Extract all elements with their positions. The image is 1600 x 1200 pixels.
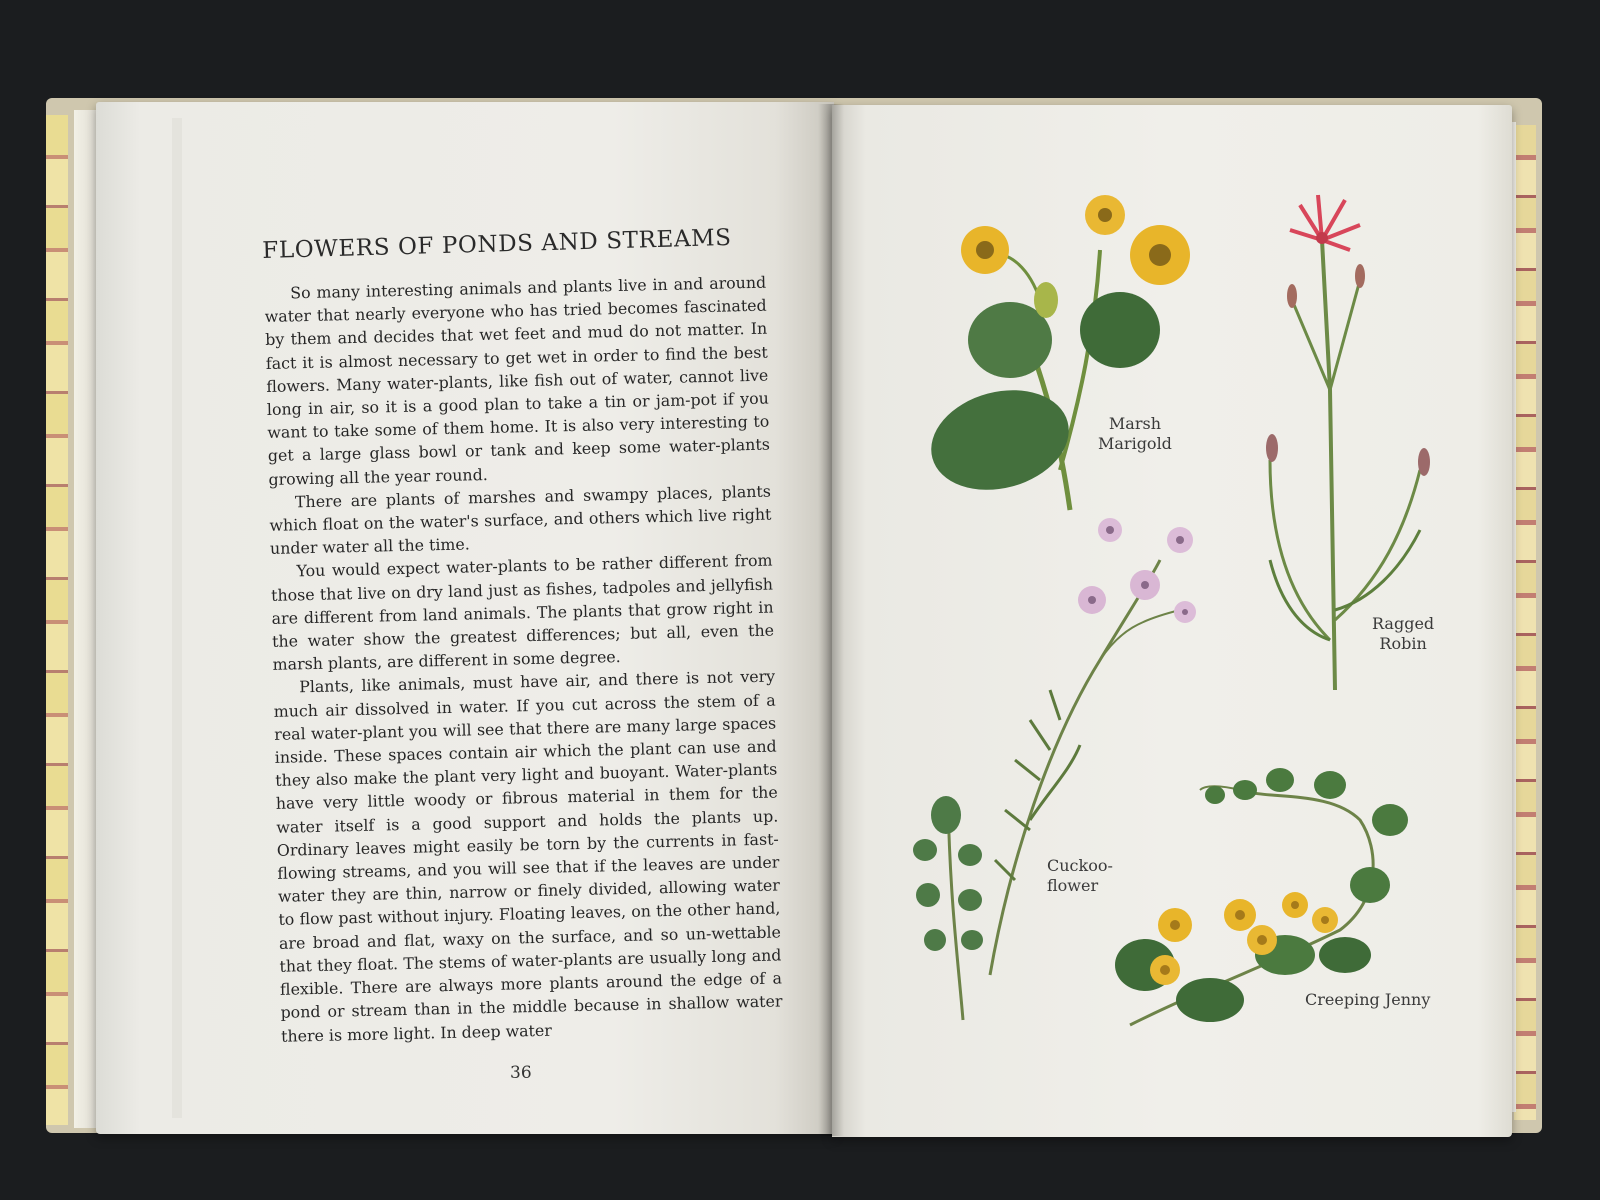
label-line: Marsh bbox=[1108, 414, 1161, 433]
ragged-robin-flower bbox=[1290, 195, 1360, 250]
cuckoo-flower-blossom bbox=[1174, 601, 1196, 623]
cuckoo-flower-blossom bbox=[1098, 518, 1122, 542]
label-line: Marigold bbox=[1098, 434, 1172, 453]
creeping-jenny-flower bbox=[1247, 925, 1277, 955]
marsh-marigold-label bbox=[1098, 414, 1172, 454]
cuckoo-flower-blossom bbox=[1130, 570, 1160, 600]
creeping-jenny-illustration bbox=[1115, 768, 1408, 1025]
cuckoo-flower-illustration bbox=[990, 518, 1196, 975]
creeping-jenny-flower bbox=[1150, 955, 1180, 985]
marigold-flower bbox=[1085, 195, 1125, 235]
label-line: flower bbox=[1047, 876, 1099, 895]
label-line: Ragged bbox=[1372, 614, 1435, 633]
paragraph: Plants, like animals, must have air, and there is not very much air dissolved in water. If you cut across the stem of a real water-plant you will see that there are many large spaces inside. These spaces contain air which the plant can use and they also make the plant very light and buoyant. Water-plants have very little woody or fibrous material in them for the water itself is a good support and holds the plants up. Ordinary leaves might easily be torn by the currents in fast-flowing streams, and you will see that if the leaves are under water they are thin, narrow or finely divided, allowing water to flow past without injury. Floating leaves, on the other hand, are broad and flat, waxy on the surface, and so un-wettable that they float. The stems of water-plants are usually long and flexible. There are always more plants around the edge of a pond or stream than in the middle because in shallow water there is more light. In deep water bbox=[273, 666, 783, 1046]
paragraph: You would expect water-plants to be rather different from those that live on dry land just as fishes, tadpoles and jellyfish are different from land animals. The plants that grow right in the water show the greatest differences; but all, even the marsh plants, are different in some degree. bbox=[270, 550, 775, 675]
creeping-jenny-flower bbox=[1158, 908, 1192, 942]
leafy-sprig-illustration bbox=[913, 796, 983, 1020]
label-line: Robin bbox=[1379, 634, 1427, 653]
creeping-jenny-flower bbox=[1312, 907, 1338, 933]
cuckoo-flower-blossom bbox=[1078, 586, 1106, 614]
cuckoo-flower-blossom bbox=[1167, 527, 1193, 553]
ragged-robin-label bbox=[1372, 614, 1434, 654]
page-title: FLOWERS OF PONDS AND STREAMS bbox=[262, 224, 732, 264]
paragraph: So many interesting animals and plants live in and around water that nearly everyone who has tried becomes fascinated by them and decides that wet feet and mud do not matter. In fact it is almost necessary to get wet in order to find the best flowers. Many water-plants, like fish out of water, cannot live long in air, so it is a good plan to take a tin or jam-pot if you want to take some of them home. It is also very interesting to get a large glass bowl or tank and keep some water-plants growing all the year round. bbox=[264, 272, 771, 489]
cuckoo-flower-label bbox=[1047, 856, 1113, 896]
marigold-flower bbox=[961, 226, 1009, 274]
creeping-jenny-label: Creeping Jenny bbox=[1305, 990, 1431, 1009]
page-number: 36 bbox=[510, 1063, 532, 1083]
label-line: Cuckoo- bbox=[1047, 856, 1113, 875]
paragraph: There are plants of marshes and swampy places, plants which float on the water's surface, and others which live right under water all the time. bbox=[269, 481, 772, 559]
marsh-marigold-illustration bbox=[920, 195, 1190, 510]
marigold-flower bbox=[1130, 225, 1190, 285]
creeping-jenny-flower bbox=[1224, 899, 1256, 931]
creeping-jenny-flower bbox=[1282, 892, 1308, 918]
